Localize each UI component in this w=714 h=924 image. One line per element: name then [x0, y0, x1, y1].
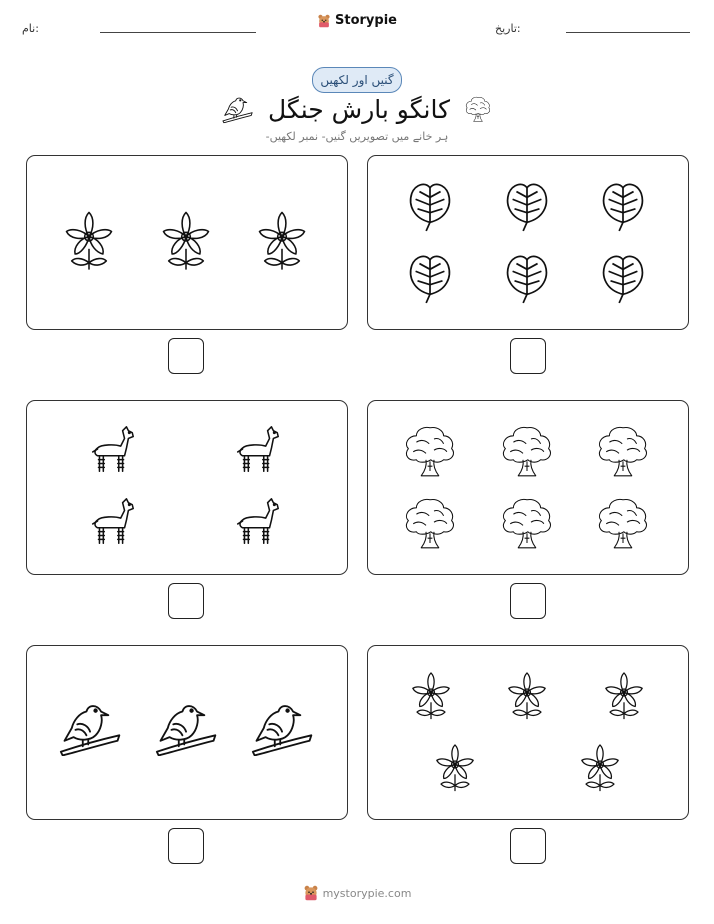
okapi-icon	[232, 495, 282, 549]
tree-icon	[402, 495, 458, 551]
tree-icon	[595, 423, 651, 479]
leaf-icon	[599, 250, 647, 304]
bear-logo-icon	[303, 885, 319, 901]
okapi-icon	[87, 495, 137, 549]
leaf-icon	[503, 178, 551, 232]
leaf-icon	[599, 178, 647, 232]
tree-icon	[464, 95, 492, 123]
flower-icon	[63, 208, 115, 274]
answer-box-okapis[interactable]	[168, 583, 204, 619]
answer-box-trees[interactable]	[510, 583, 546, 619]
answer-box-flowers-small[interactable]	[510, 828, 546, 864]
leaf-icon	[406, 250, 454, 304]
footer	[0, 885, 714, 901]
name-line[interactable]	[100, 32, 256, 33]
panel-leaves	[367, 155, 689, 330]
tree-icon	[499, 423, 555, 479]
footer-url[interactable]: mystorypie.com	[322, 886, 412, 900]
bird-on-branch-icon	[251, 700, 315, 756]
leaf-icon	[406, 178, 454, 232]
flower-icon	[160, 208, 212, 274]
page-subtitle: ہر خانے میں تصویریں گنیں- نمبر لکھیں-	[265, 130, 449, 143]
flower-icon	[579, 742, 621, 794]
brand-logo	[0, 13, 714, 28]
date-line[interactable]	[566, 32, 690, 33]
answer-box-birds[interactable]	[168, 828, 204, 864]
panel-flowers-large	[26, 155, 348, 330]
name-label: نام:	[22, 22, 39, 35]
okapi-icon	[232, 423, 282, 477]
flower-icon	[410, 670, 452, 722]
brand-name: Storypie	[335, 13, 397, 28]
okapi-icon	[87, 423, 137, 477]
flower-icon	[603, 670, 645, 722]
panel-birds	[26, 645, 348, 820]
instruction-badge: گنیں اور لکھیں	[312, 67, 402, 93]
leaf-icon	[503, 250, 551, 304]
flower-icon	[506, 670, 548, 722]
bird-on-branch-icon	[59, 700, 123, 756]
date-label: تاریخ:	[495, 22, 521, 35]
flower-icon	[434, 742, 476, 794]
title-row	[0, 92, 714, 126]
tree-icon	[402, 423, 458, 479]
bird-icon	[222, 94, 254, 124]
bird-on-branch-icon	[155, 700, 219, 756]
answer-box-flowers-large[interactable]	[168, 338, 204, 374]
bear-logo-icon	[317, 14, 331, 28]
panel-okapis	[26, 400, 348, 575]
panel-trees	[367, 400, 689, 575]
flower-icon	[256, 208, 308, 274]
answer-box-leaves[interactable]	[510, 338, 546, 374]
panel-flowers-small	[367, 645, 689, 820]
tree-icon	[595, 495, 651, 551]
tree-icon	[499, 495, 555, 551]
page-title: کانگو بارش جنگل	[268, 94, 450, 124]
